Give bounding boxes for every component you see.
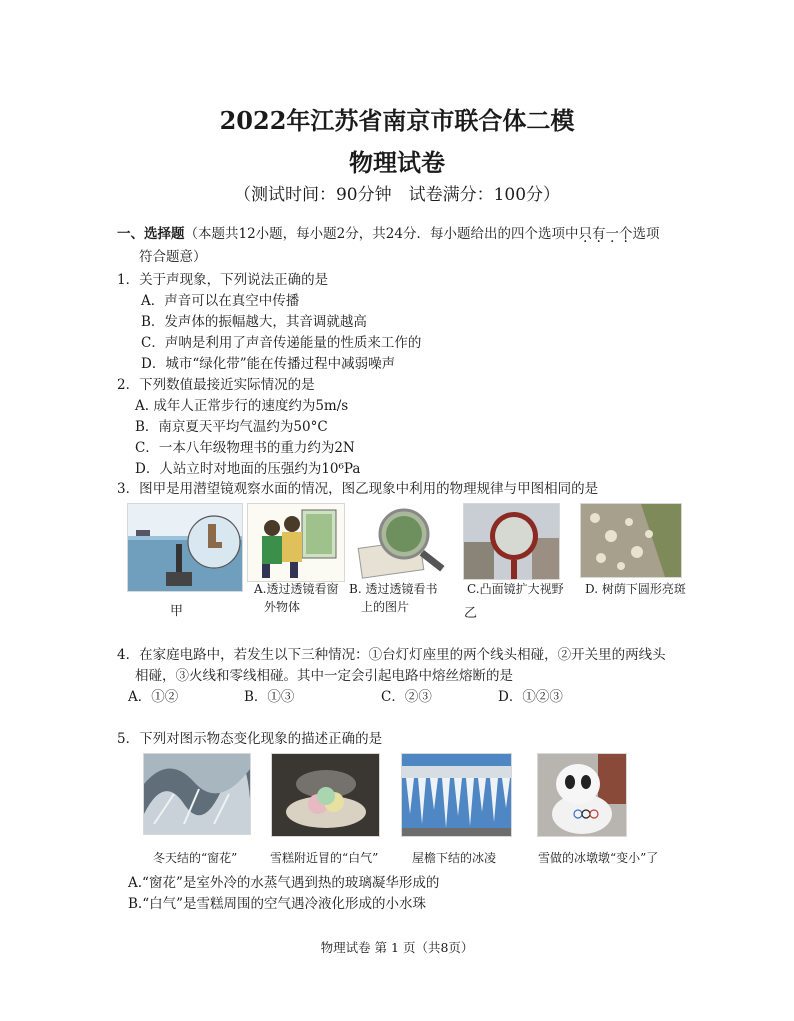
magnifier-book-image xyxy=(351,503,455,582)
periscope-image xyxy=(127,503,243,592)
q2-option-a: A. 成年人正常步行的速度约为5m/s xyxy=(135,398,349,414)
frost-window-image xyxy=(143,753,251,835)
q5-caption-3: 屋檐下结的冰凌 xyxy=(412,851,497,865)
q5-caption-4: 雪做的冰墩墩“变小”了 xyxy=(538,851,659,865)
emphasis-char: 只 xyxy=(578,226,592,242)
q3-caption-c: C.凸面镜扩大视野 xyxy=(467,582,564,596)
q4-option-d: D．①②③ xyxy=(498,689,563,705)
section-heading: 一、选择题 xyxy=(117,226,185,242)
q3-label-jia: 甲 xyxy=(170,604,184,619)
snow-bingdundun-image xyxy=(537,753,627,837)
q3-caption-a xyxy=(254,580,338,616)
q1-option-a: A．声音可以在真空中传播 xyxy=(141,293,300,309)
page-subtitle: 物理试卷 xyxy=(349,148,445,177)
section-desc-line2: 符合题意） xyxy=(139,249,207,265)
q3-stem: 3．图甲是用潜望镜观察水面的情况，图乙现象中利用的物理规律与甲图相同的是 xyxy=(117,481,599,497)
q3-caption-a-line2: 外物体 xyxy=(264,600,301,614)
tree-shadow-image xyxy=(580,503,682,578)
q1-option-c: C．声呐是利用了声音传递能量的性质来工作的 xyxy=(141,335,422,351)
q2-option-d: D．人站立时对地面的压强约为10⁶Pa xyxy=(135,461,361,477)
q4-option-b: B．①③ xyxy=(244,689,295,705)
exam-info: （测试时间：90分钟 试卷满分：100分） xyxy=(233,185,561,205)
q5-option-b: B.“白气”是雪糕周围的空气遇冷液化形成的小水珠 xyxy=(128,896,427,912)
ice-cream-image xyxy=(271,753,380,837)
convex-mirror-image xyxy=(463,503,560,580)
q3-caption-b-line1: B. 透过透镜看书 xyxy=(349,582,438,596)
q3-caption-d: D. 树荫下圆形亮斑 xyxy=(585,582,686,596)
q4-option-c: C．②③ xyxy=(381,689,432,705)
q4-option-a: A．①② xyxy=(128,689,179,705)
icicles-image xyxy=(401,753,512,837)
q5-option-a: A.“窗花”是室外冷的水蒸气遇到热的玻璃凝华形成的 xyxy=(128,875,440,891)
q5-stem: 5．下列对图示物态变化现象的描述正确的是 xyxy=(117,731,383,747)
q2-option-c: C．一本八年级物理书的重力约为2N xyxy=(135,440,355,456)
emphasis-char: 个 xyxy=(618,226,633,242)
emphasis-char: 一 xyxy=(605,226,619,242)
q3-caption-b xyxy=(349,580,437,616)
q4-stem-line2: 相碰，③火线和零线相碰。其中一定会引起电路中熔丝熔断的是 xyxy=(135,668,513,684)
q3-caption-a-line1: A.透过透镜看窗 xyxy=(254,582,339,596)
section-desc-end: 选项 xyxy=(632,226,660,242)
q1-option-b: B．发声体的振幅越大，其音调就越高 xyxy=(141,314,367,330)
emphasis-char: 有 xyxy=(591,226,606,242)
q1-stem: 1．关于声现象，下列说法正确的是 xyxy=(117,272,329,288)
q3-label-yi: 乙 xyxy=(464,606,478,621)
section-heading-line xyxy=(117,226,659,242)
page-footer: 物理试卷 第 1 页（共8页） xyxy=(320,940,474,955)
lens-window-image xyxy=(247,503,345,582)
section-desc: （本题共12小题，每小题2分，共24分．每小题给出的四个选项中 xyxy=(184,226,579,242)
q5-caption-2: 雪糕附近冒的“白气” xyxy=(270,851,379,865)
q2-option-b: B．南京夏天平均气温约为50°C xyxy=(135,419,328,435)
q3-caption-b-line2: 上的图片 xyxy=(361,600,410,614)
q1-option-d: D．城市“绿化带”能在传播过程中减弱噪声 xyxy=(141,356,396,372)
q2-stem: 2．下列数值最接近实际情况的是 xyxy=(117,377,315,393)
q4-stem-line1: 4．在家庭电路中，若发生以下三种情况：①台灯灯座里的两个线头相碰，②开关里的两线头 xyxy=(117,647,666,663)
q5-caption-1: 冬天结的“窗花” xyxy=(153,851,238,865)
page-title: 2022年江苏省南京市联合体二模 xyxy=(219,106,575,135)
